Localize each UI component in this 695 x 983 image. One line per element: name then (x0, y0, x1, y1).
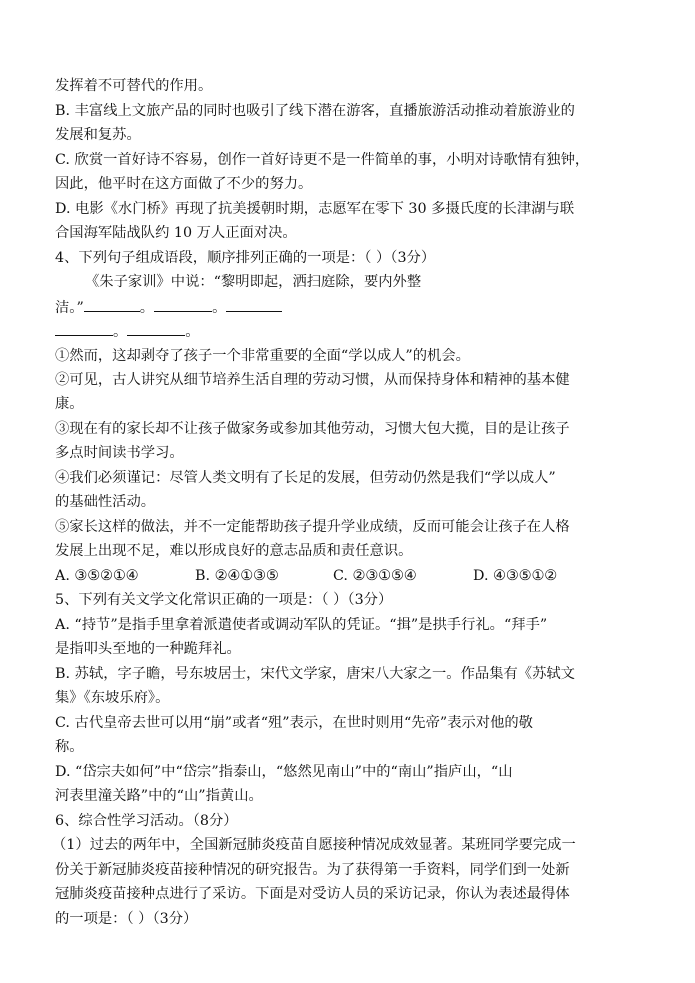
q6-part1-line3: 冠肺炎疫苗接种点进行了采访。下面是对受访人员的采访记录，你认为表述最得体 (55, 886, 570, 902)
q4-stem: 4、下列句子组成语段，顺序排列正确的一项是：（ ）（3分） (55, 250, 436, 266)
q5-option-b-line2: 集》《东坡乐府》。 (55, 690, 170, 706)
answer-blank-2[interactable] (154, 297, 212, 312)
q5-option-d-line2: 河表里潼关路”中的“山”指黄山。 (55, 788, 263, 804)
q4-option-a[interactable]: A. ③⑤②①④ (55, 568, 139, 584)
q4-quote-line2 (55, 297, 282, 318)
answer-blank-4[interactable] (55, 321, 113, 336)
q4-sentence-3-line1: ③现在有的家长却不让孩子做家务或参加其他劳动，习惯大包大揽，目的是让孩子 (55, 421, 570, 437)
q4-quote-line1: 《朱子家训》中说：“黎明即起，洒扫庭除，要内外整 (85, 274, 422, 290)
q3-option-d-line1: D. 电影《水门桥》再现了抗美援朝时期，志愿军在零下 30 多摄氏度的长津湖与联 (55, 201, 575, 217)
q4-sentence-1: ①然而，这却剥夺了孩子一个非常重要的全面“学以成人”的机会。 (55, 348, 470, 364)
q5-option-d-line1: D. “岱宗夫如何”中“岱宗”指泰山，“悠然见南山”中的“南山”指庐山，“山 (55, 764, 513, 780)
q3-option-c-line1: C. 欣赏一首好诗不容易，创作一首好诗更不是一件简单的事，小明对诗歌情有独钟， (55, 152, 590, 168)
answer-blank-5[interactable] (127, 321, 185, 336)
q3-option-c-line2: 因此，他平时在这方面做了不少的努力。 (55, 176, 313, 192)
q4-sentence-2-line2: 康。 (55, 396, 84, 412)
q4-sentence-2-line1: ②可见，古人讲究从细节培养生活自理的劳动习惯，从而保持身体和精神的基本健 (55, 372, 570, 388)
q4-sentence-4-line1: ④我们必须谨记：尽管人类文明有了长足的发展，但劳动仍然是我们“学以成人” (55, 470, 556, 486)
q4-option-d[interactable]: D. ④③⑤①② (473, 568, 558, 584)
blank-separator: 。 (185, 324, 200, 340)
q4-quote-end: 洁。” (55, 300, 84, 316)
blank-separator: 。 (212, 300, 227, 316)
q4-options (55, 566, 615, 586)
q4-sentence-5-line1: ⑤家长这样的做法，并不一定能帮助孩子提升学业成绩，反而可能会让孩子在人格 (55, 519, 570, 535)
q5-option-a-line2: 是指叩头至地的一种跪拜礼。 (55, 641, 241, 657)
q5-stem: 5、下列有关文学文化常识正确的一项是：（ ）（3分） (55, 592, 393, 608)
q3-option-a-continuation: 发挥着不可替代的作用。 (55, 78, 213, 94)
q6-part1-line1: （1）过去的两年中，全国新冠肺炎疫苗自愿接种情况成效显著。某班同学要完成一 (52, 837, 576, 853)
q5-option-b-line1: B. 苏轼，字子瞻，号东坡居士，宋代文学家，唐宋八大家之一。作品集有《苏轼文 (55, 666, 575, 682)
blank-separator: 。 (113, 324, 128, 340)
q4-sentence-4-line2: 的基础性活动。 (55, 494, 156, 510)
blank-separator: 。 (139, 300, 155, 316)
q6-part1-line4: 的一项是：（ ）（3分） (55, 911, 198, 927)
q3-option-b-line2: 发展和复苏。 (55, 127, 141, 143)
q4-option-c[interactable]: C. ②③①⑤④ (333, 568, 417, 584)
answer-blank-1[interactable] (84, 297, 140, 312)
q3-option-d-line2: 合国海军陆战队约 10 万人正面对决。 (55, 225, 297, 241)
q3-option-b-line1: B. 丰富线上文旅产品的同时也吸引了线下潜在游客，直播旅游活动推动着旅游业的 (55, 103, 575, 119)
q5-option-a-line1: A. “持节”是指手里拿着派遣使者或调动军队的凭证。“揖”是拱手行礼。“拜手” (55, 617, 548, 633)
q6-part1-line2: 份关于新冠肺炎疫苗接种情况的研究报告。为了获得第一手资料，同学们到一处新 (55, 862, 570, 878)
q5-option-c-line1: C. 古代皇帝去世可以用“崩”或者“殂”表示，在世时则用“先帝”表示对他的敬 (55, 715, 533, 731)
q6-stem: 6、综合性学习活动。（8分） (55, 813, 238, 829)
q4-option-b[interactable]: B. ②④①③⑤ (195, 568, 279, 584)
q5-option-c-line2: 称。 (55, 739, 84, 755)
q4-sentence-5-line2: 发展上出现不足，难以形成良好的意志品质和责任意识。 (55, 543, 413, 559)
q4-blank-line (55, 321, 200, 342)
answer-blank-3[interactable] (226, 297, 282, 312)
q4-sentence-3-line2: 多点时间读书学习。 (55, 445, 184, 461)
